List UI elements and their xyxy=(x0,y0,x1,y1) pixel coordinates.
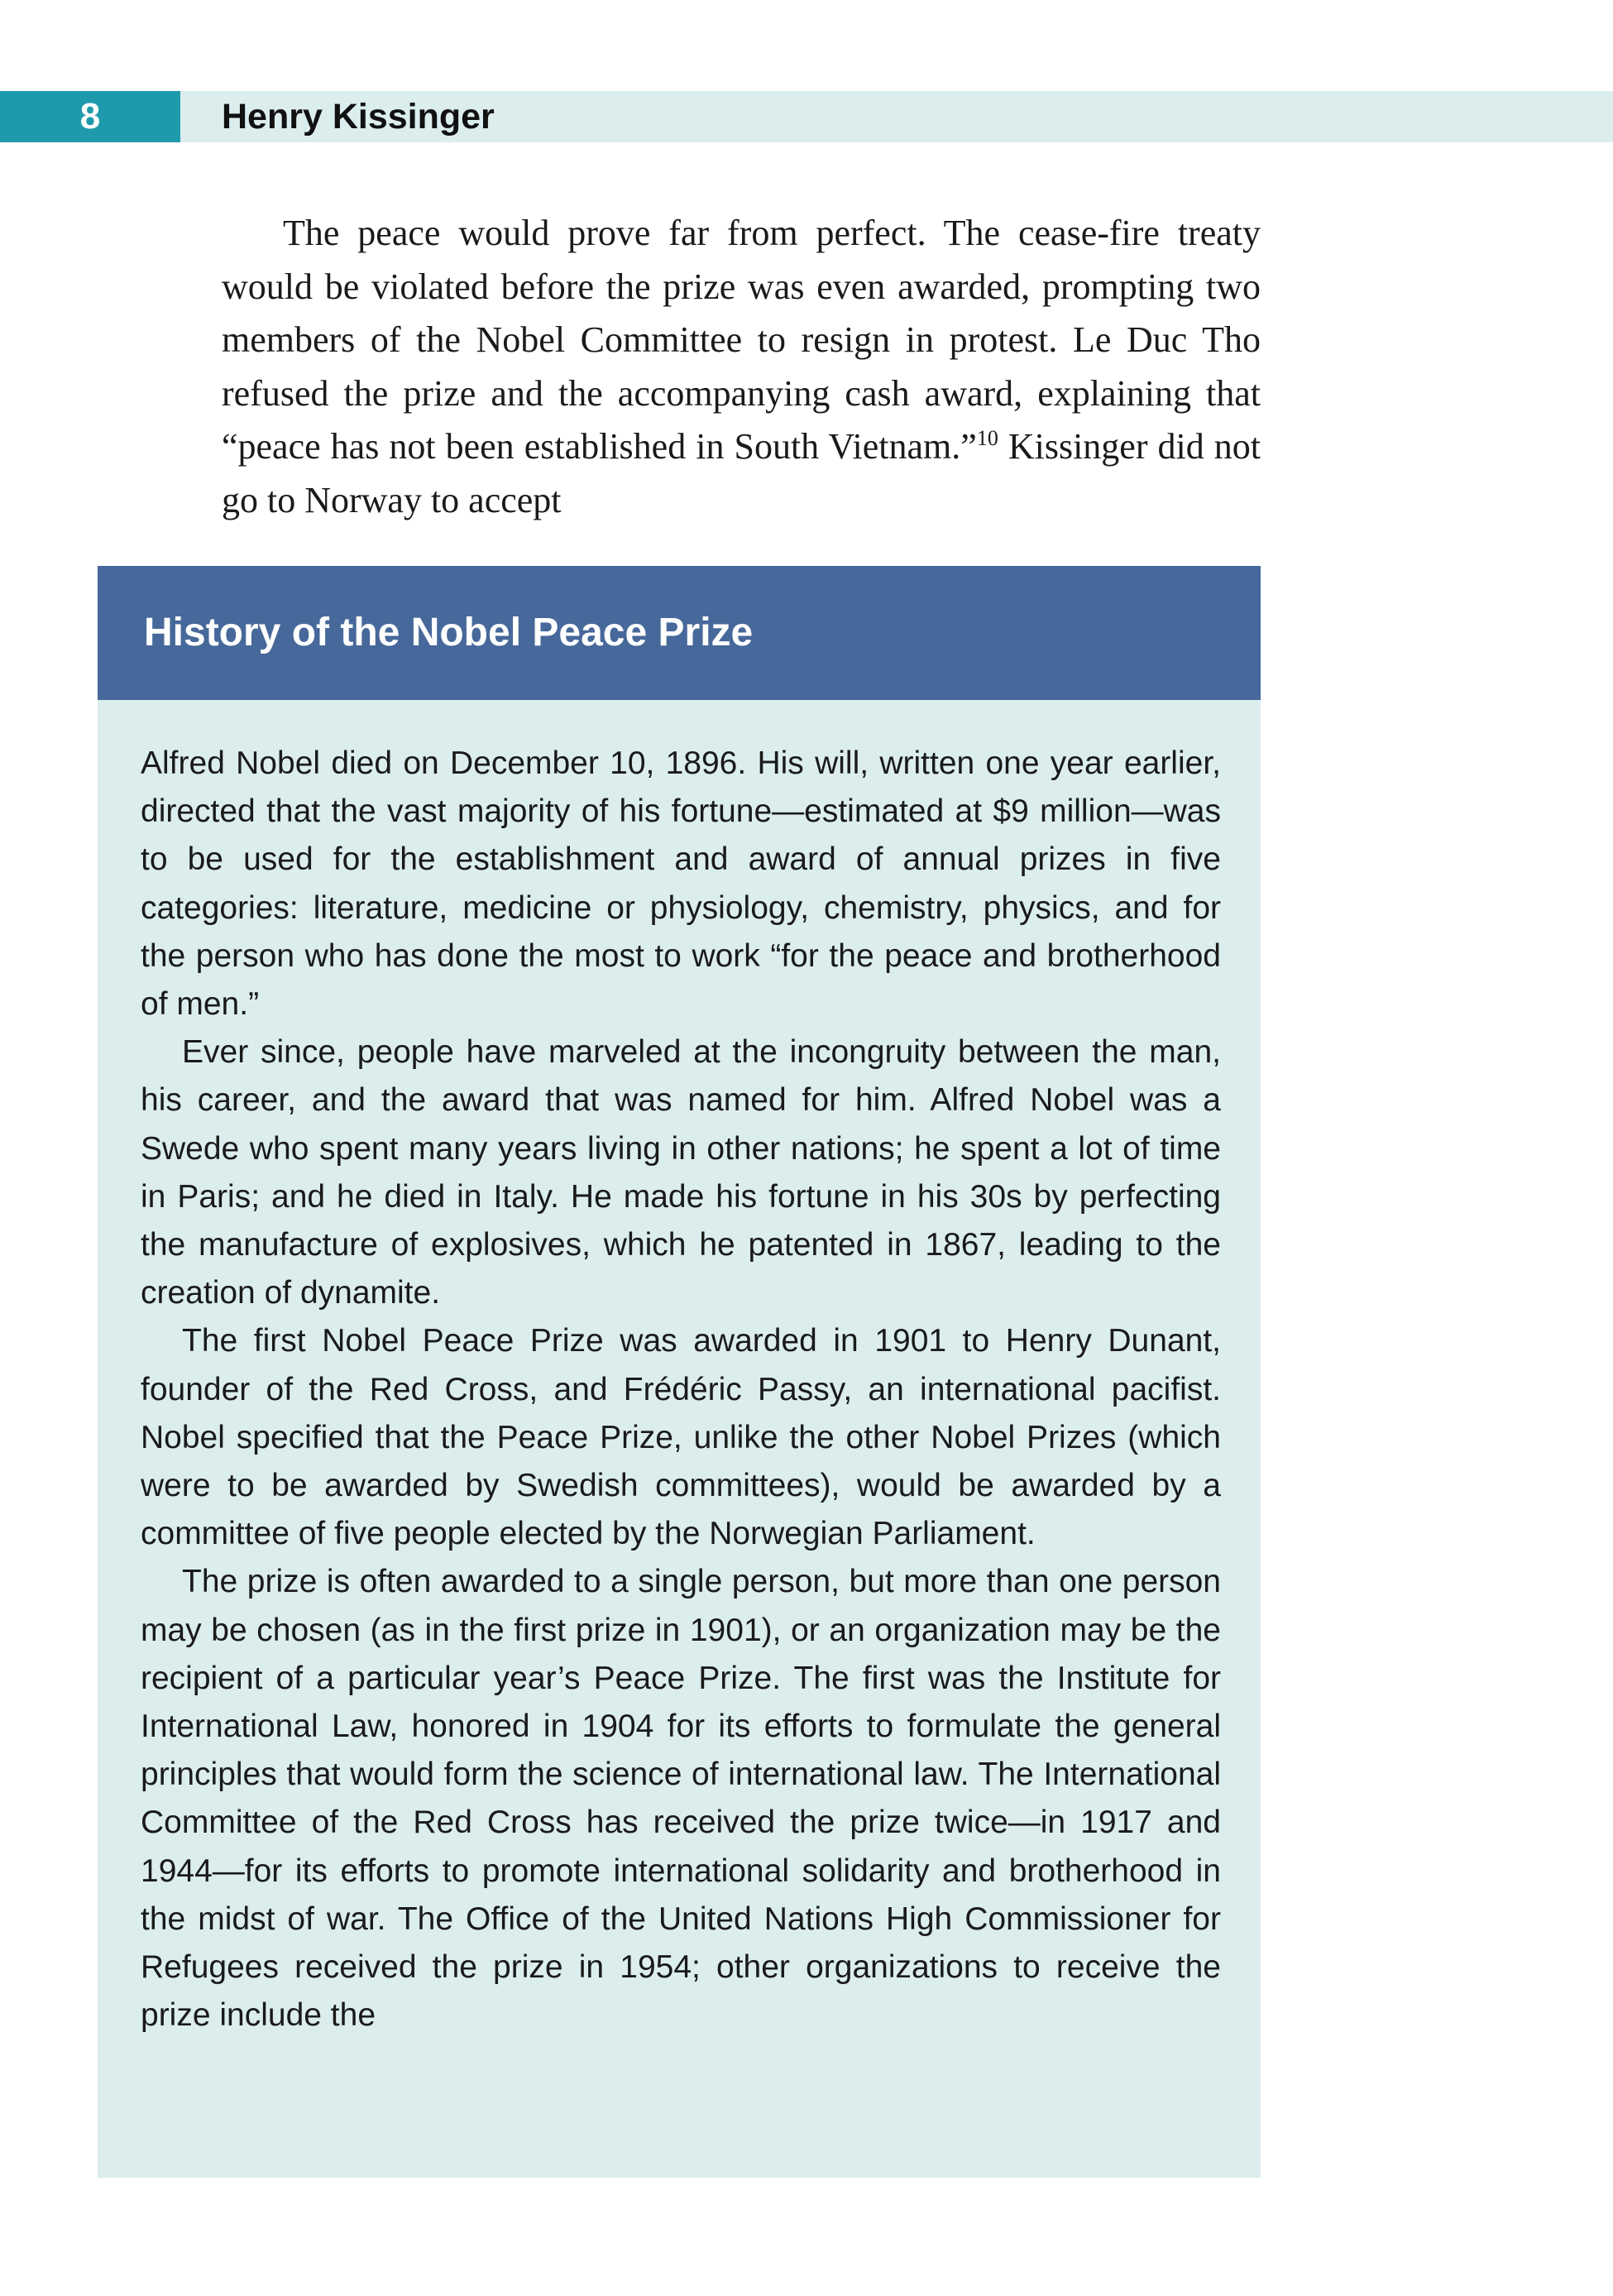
sidebar-body xyxy=(141,740,1221,2040)
sidebar-paragraph: Alfred Nobel died on December 10, 1896. His will, written one year earlier, directed that the vast majority of his fortune—estimated at $9 million—was to be used for the establishment and award of annual prizes in five categories: literature, medicine or physiology, chemistry, physics, and for the person who has done the most to work “for the peace and brotherhood of men.” xyxy=(141,745,1221,1023)
running-header xyxy=(0,91,1613,142)
body-paragraph-continuation: Kissinger did not go to Norway to accept xyxy=(222,426,1261,520)
sidebar-title: History of the Nobel Peace Prize xyxy=(144,611,754,654)
sidebar-header xyxy=(98,566,1261,700)
running-title: Henry Kissinger xyxy=(222,97,495,137)
sidebar-box xyxy=(98,566,1261,2178)
sidebar-paragraph: Ever since, people have marveled at the incongruity between the man, his career, and the award that was named for him. Alfred Nobel was a Swede who spent many years living in other nations; he spent a lot of time in Paris; and he died in Italy. He made his fortune in his 30s by perfecting the manufacture of explosives, which he patented in 1867, leading to the creation of dynamite. xyxy=(141,1034,1221,1311)
page-number: 8 xyxy=(0,91,180,142)
main-text xyxy=(222,207,1261,527)
body-paragraph xyxy=(222,207,1261,527)
body-paragraph-text: The peace would prove far from perfect. The cease-fire treaty would be violated before the prize was even awarded, prompting two members of the Nobel Committee to resign in protest. Le Duc Tho refused the prize and the accompanying cash award, explaining that “peace has not been established in South Vietnam.” xyxy=(222,213,1261,467)
sidebar-paragraph: The first Nobel Peace Prize was awarded in 1901 to Henry Dunant, founder of the Red Cross, and Frédéric Passy, an international pacifist. Nobel specified that the Peace Prize, unlike the other Nobel Prizes (which were to be awarded by Swedish committees), would be awarded by a committee of five people elected by the Norwegian Parliament. xyxy=(141,1323,1221,1552)
sidebar-paragraph: The prize is often awarded to a single person, but more than one person may be chosen (as in the first prize in 1901), or an organization may be the recipient of a particular year’s Peace Prize. The first was the Institute for International Law, honored in 1904 for its efforts to formulate the general principles that would form the science of international law. The International Committee of the Red Cross has received the prize twice—in 1917 and 1944—for its efforts to promote international solidarity and brotherhood in the midst of war. The Office of the United Nations High Commissioner for Refugees received the prize in 1954; other organizations to receive the prize include the xyxy=(141,1564,1221,2034)
footnote-reference[interactable]: 10 xyxy=(976,426,998,450)
